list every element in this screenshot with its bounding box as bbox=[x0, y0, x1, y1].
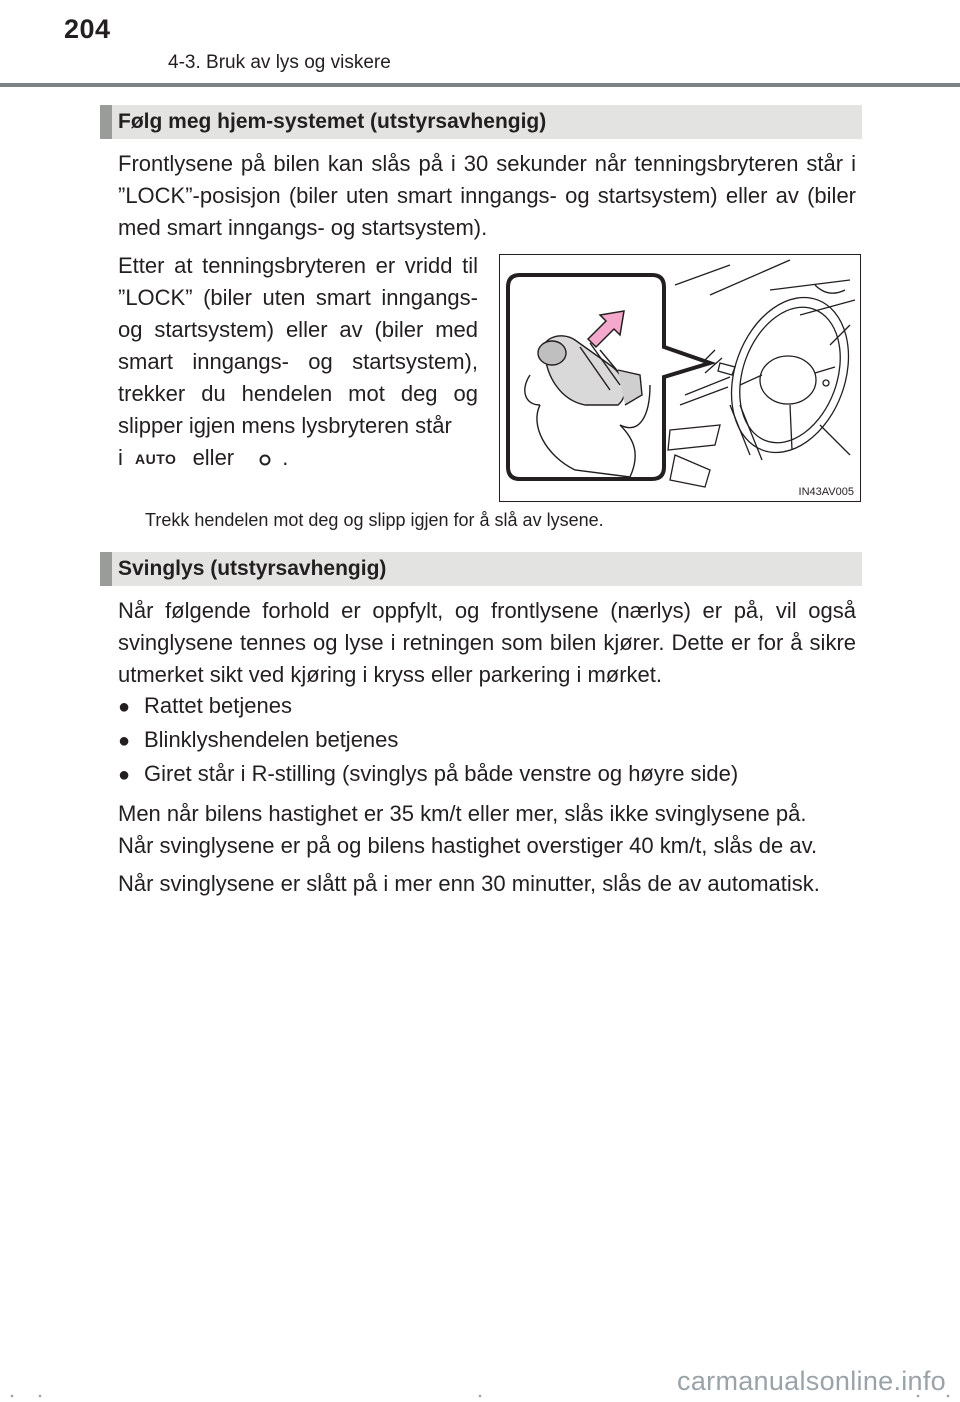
bullet-symbol: ● bbox=[118, 764, 131, 786]
bullet-text: Rattet betjenes bbox=[144, 693, 292, 718]
bullet-item bbox=[118, 724, 398, 757]
section2-intro: Når følgende forhold er oppfylt, og frontlysene (nærlys) er på, vil også svinglysene tennes og lyse i retningen som bilen kjører. Dette er for å sikre utmerket sikt ved kjøring i kryss eller parkering i mørket. bbox=[118, 598, 856, 687]
or-word: eller bbox=[192, 445, 235, 470]
bullet-item bbox=[118, 758, 738, 791]
bullet-text: Giret står i R-stilling (svinglys på både venstre og høyre side) bbox=[144, 761, 739, 786]
headlight-icon bbox=[258, 451, 272, 467]
header-rule bbox=[0, 83, 960, 87]
section1-intro: Frontlysene på bilen kan slås på i 30 sekunder når tenningsbryteren står i ”LOCK”-posisjon (biler uten smart inngangs- og startsystem) eller av (biler med smart inngangs- og startsystem). bbox=[118, 151, 856, 240]
bullet-symbol: ● bbox=[118, 696, 131, 718]
bullet-item bbox=[118, 690, 292, 723]
chapter-title: 4-3. Bruk av lys og viskere bbox=[168, 52, 391, 73]
auto-label: AUTO bbox=[135, 451, 177, 468]
section1-body-text: Etter at tenningsbryteren er vridd til ”LOCK” (biler uten smart inngangs- og startsystem) eller av (biler med smart inngangs- og startsystem), trekker du hendelen mot deg og slipper igjen mens lysbryteren står bbox=[118, 253, 478, 438]
bullet-text: Blinklyshendelen betjenes bbox=[144, 727, 399, 752]
end-period: . bbox=[282, 445, 289, 470]
section2-para-timeout: Når svinglysene er slått på i mer enn 30 minutter, slås de av automatisk. bbox=[118, 871, 820, 896]
body-prefix: i bbox=[118, 445, 123, 470]
page-number: 204 bbox=[64, 14, 111, 44]
lever-illustration bbox=[500, 255, 859, 500]
figure-code: IN43AV005 bbox=[798, 486, 854, 498]
section-heading-cornering-lights: Svinglys (utstyrsavhengig) bbox=[100, 552, 862, 586]
watermark: carmanualsonline.info bbox=[677, 1366, 946, 1396]
section1-body bbox=[118, 250, 478, 475]
figure-headlight-lever bbox=[499, 254, 861, 502]
section2-para-speed-off: Når svinglysene er på og bilens hastighet overstiger 40 km/t, slås de av. bbox=[118, 833, 818, 858]
section2-para-speed-on: Men når bilens hastighet er 35 km/t eller mer, slås ikke svinglysene på. bbox=[118, 801, 807, 826]
section-heading-follow-me-home: Følg meg hjem-systemet (utstyrsavhengig) bbox=[100, 105, 862, 139]
section1-note: Trekk hendelen mot deg og slipp igjen for å slå av lysene. bbox=[145, 510, 604, 530]
bullet-symbol: ● bbox=[118, 730, 131, 752]
